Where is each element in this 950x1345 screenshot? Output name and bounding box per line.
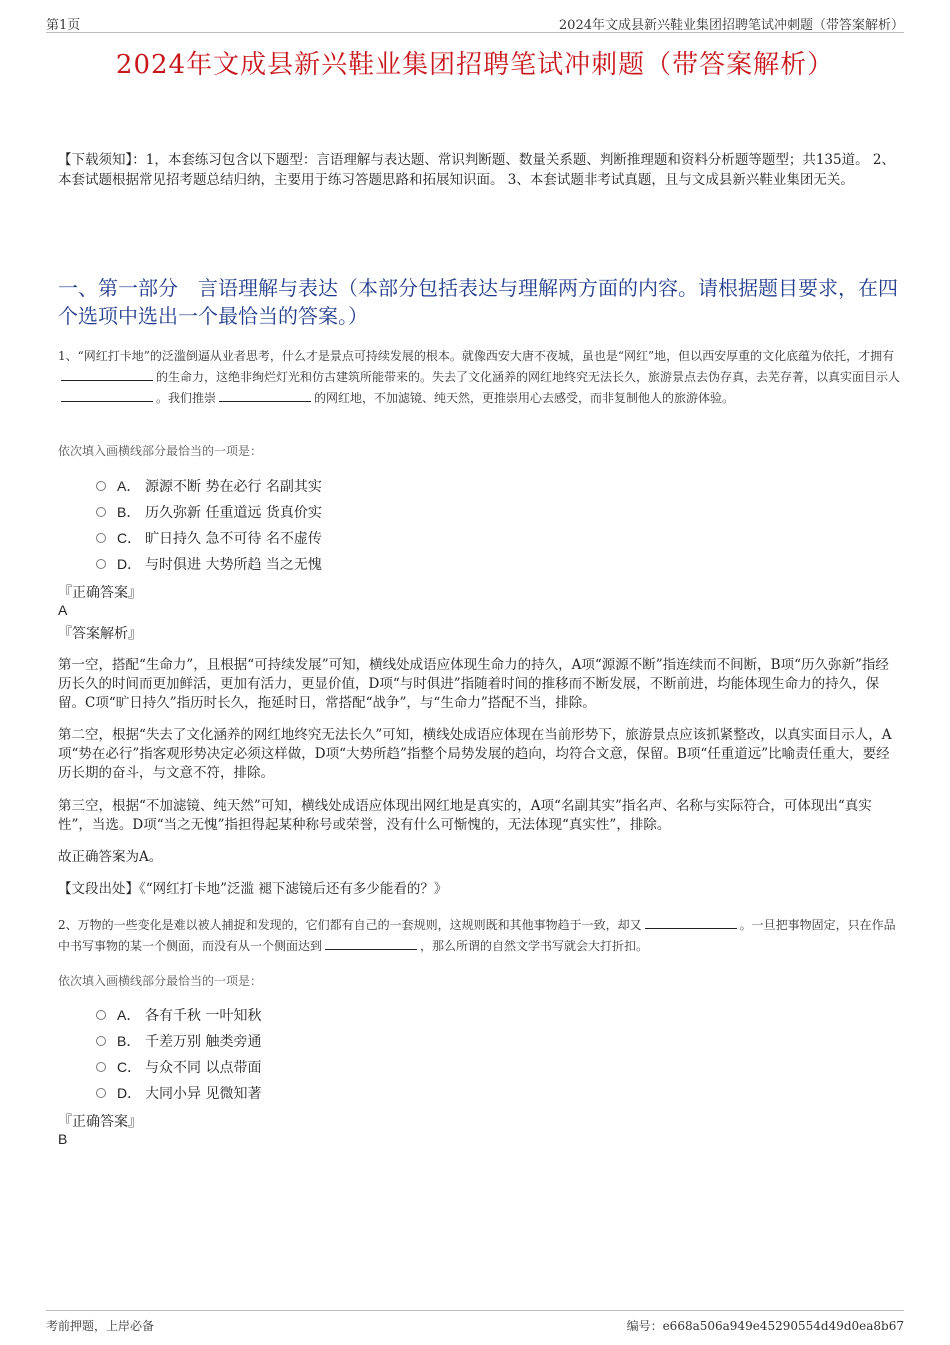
footer-code: 编号：e668a506a949e45290554d49d0ea8b67 — [626, 1319, 904, 1333]
download-notice: 【下载须知】：1，本套练习包含以下题型：言语理解与表达题、常识判断题、数量关系题、判断推理题和资料分析题等题型；共135道。 2、本套试题根据常见招考题总结归纳，主要用于练习答题思路和拓展知识面。 3、本套试题非考试真题，且与文成县新兴鞋业集团无关。 — [58, 152, 895, 188]
correct-answer-label: 『正确答案』 — [58, 1114, 142, 1130]
radio-icon[interactable] — [96, 533, 106, 543]
footer-slogan: 考前押题，上岸必备 — [46, 1319, 155, 1333]
correct-answer: A — [58, 602, 68, 618]
option-b[interactable]: B． 历久弥新 任重道远 货真价实 — [96, 499, 322, 525]
fill-blank — [325, 936, 417, 950]
analysis-label: 『答案解析』 — [58, 626, 142, 642]
radio-icon[interactable] — [96, 559, 106, 569]
question-1-instruction: 依次填入画横线部分最恰当的一项是： — [58, 444, 263, 458]
question-1-options — [96, 473, 322, 577]
option-c[interactable]: C． 旷日持久 急不可待 名不虚传 — [96, 525, 322, 551]
option-d[interactable]: D． 大同小异 见微知著 — [96, 1080, 261, 1106]
analysis-conclusion: 故正确答案为A。 — [58, 849, 163, 865]
header-doc-title: 2024年文成县新兴鞋业集团招聘笔试冲刺题（带答案解析） — [558, 18, 904, 33]
section-heading: 一、第一部分 言语理解与表达（本部分包括表达与理解两方面的内容。请根据题目要求，在四个选项中选出一个最恰当的答案。） — [58, 276, 898, 328]
option-c[interactable]: C． 与众不同 以点带面 — [96, 1054, 261, 1080]
analysis-paragraph: 第二空，根据“失去了文化涵养的网红地终究无法长久”可知，横线处成语应体现在当前形势下，旅游景点应该抓紧整改，以真实面目示人，A项“势在必行”指客观形势决定必须这样做，D项“大势所趋”指整个局势发展的趋向，均符合文意，保留。B项“任重道远”比喻责任重大，要经历长期的奋斗，与文意不符，排除。 — [58, 727, 892, 781]
source-citation: 【文段出处】《“网红打卡地”泛滥 褪下滤镜后还有多少能看的？》 — [58, 881, 448, 897]
radio-icon[interactable] — [96, 1036, 106, 1046]
fill-blank — [61, 367, 153, 381]
page-footer — [46, 1310, 904, 1335]
correct-answer: B — [58, 1131, 68, 1147]
page-number: 第1页 — [46, 18, 81, 33]
radio-icon[interactable] — [96, 481, 106, 491]
fill-blank — [219, 388, 311, 402]
fill-blank — [645, 915, 737, 929]
question-1-stem: 1、“网红打卡地”的泛滥倒逼从业者思考，什么才是景点可持续发展的根本。就像西安大唐不夜城，虽也是“网红”地，但以西安厚重的文化底蕴为依托，才拥有的生命力，这绝非绚烂灯光和仿古建筑所能带来的。失去了文化涵养的网红地终究无法长久，旅游景点去伪存真，去芜存菁，以真实面目示人。我们推崇 的网红地，不加滤镜、纯天然，更推崇用心去感受，而非复制他人的旅游体验。 — [58, 349, 901, 405]
document-title: 2024年文成县新兴鞋业集团招聘笔试冲刺题（带答案解析） — [115, 50, 835, 80]
radio-icon[interactable] — [96, 507, 106, 517]
option-b[interactable]: B． 千差万别 触类旁通 — [96, 1028, 261, 1054]
page-header — [46, 12, 904, 33]
analysis-paragraph: 第一空，搭配“生命力”，且根据“可持续发展”可知，横线处成语应体现生命力的持久，A项“源源不断”指连续而不间断，B项“历久弥新”指经历长久的时间而更加鲜活，更加有活力，更显价值，D项“与时俱进”指随着时间的推移而不断发展，不断前进，均能体现生命力的持久，保留。C项“旷日持久”指历时长久，拖延时日，常搭配“战争”，与“生命力”搭配不当，排除。 — [58, 657, 889, 711]
correct-answer-label: 『正确答案』 — [58, 585, 142, 601]
question-2-stem: 2、万物的一些变化是难以被人捕捉和发现的，它们都有自己的一套规则，这规则既和其他事物趋于一致，却又 。一旦把事物固定，只在作品中书写事物的某一个侧面，而没有从一个侧面达到 ，那么所谓的自然文学书写就会大打折扣。 — [58, 915, 903, 957]
radio-icon[interactable] — [96, 1010, 106, 1020]
question-2-instruction: 依次填入画横线部分最恰当的一项是： — [58, 974, 263, 988]
option-a[interactable]: A． 源源不断 势在必行 名副其实 — [96, 473, 322, 499]
option-d[interactable]: D． 与时俱进 大势所趋 当之无愧 — [96, 551, 322, 577]
fill-blank — [61, 388, 153, 402]
radio-icon[interactable] — [96, 1062, 106, 1072]
radio-icon[interactable] — [96, 1088, 106, 1098]
question-2-options — [96, 1002, 261, 1106]
option-a[interactable]: A． 各有千秋 一叶知秋 — [96, 1002, 261, 1028]
analysis-paragraph: 第三空，根据“不加滤镜、纯天然”可知，横线处成语应体现出网红地是真实的，A项“名副其实”指名声、名称与实际符合，可体现出“真实性”，当选。D项“当之无愧”指担得起某种称号或荣誉，没有什么可惭愧的，无法体现“真实性”，排除。 — [58, 798, 872, 833]
